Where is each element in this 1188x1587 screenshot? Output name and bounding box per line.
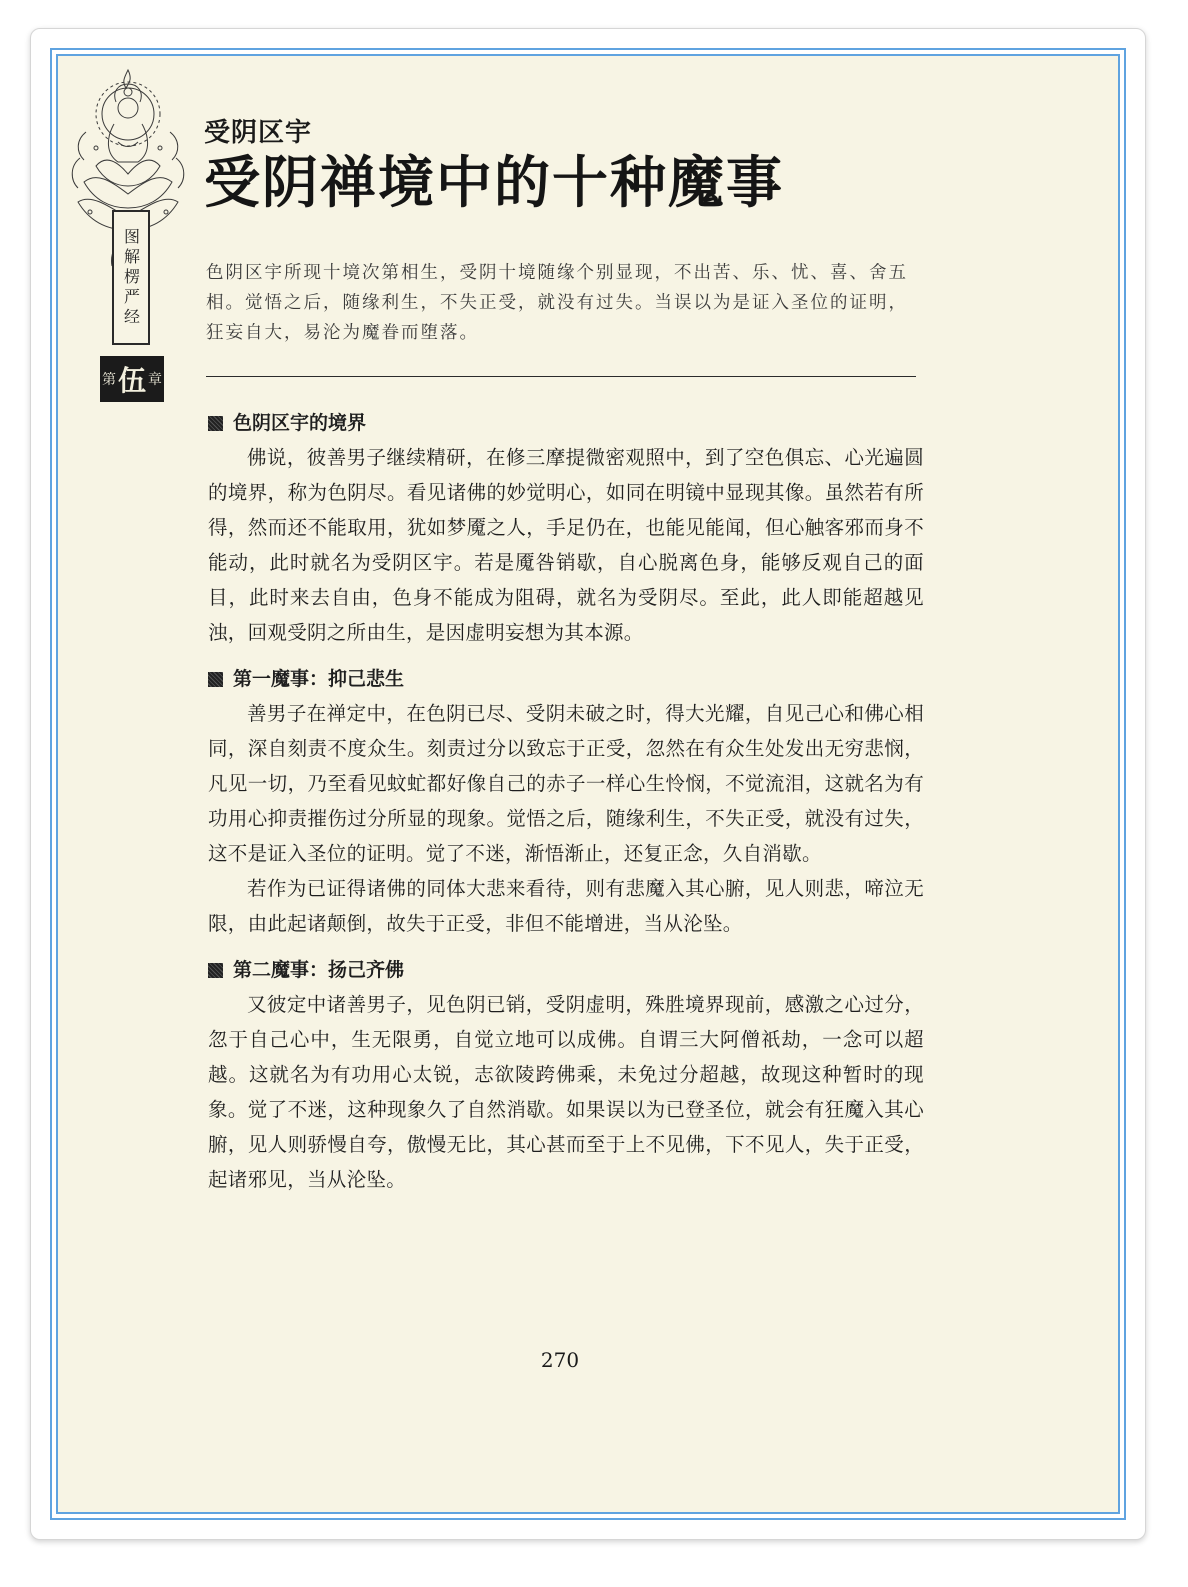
book-title-text: 图解楞严经 xyxy=(121,227,141,328)
paragraph: 又彼定中诸善男子，见色阴已销，受阴虚明，殊胜境界现前，感激之心过分，忽于自己心中，生无限勇，自觉立地可以成佛。自谓三大阿僧祇劫，一念可以超越。这就名为有功用心太锐，志欲陵跨佛乘，未免过分超越，故现这种暂时的现象。觉了不迷，这种现象久了自然消歇。如果误以为已登圣位，就会有狂魔入其心腑，见人则骄慢自夸，傲慢无比，其心甚而至于上不见佛，下不见人，失于正受，起诸邪见，当从沦坠。 xyxy=(208,993,924,1191)
section-subtitle: 受阴区宇 xyxy=(204,118,313,148)
chapter-number: 伍 xyxy=(117,364,146,397)
section-heading-text: 色阴区宇的境界 xyxy=(233,412,367,434)
square-bullet-icon xyxy=(208,672,223,687)
page-title: 受阴禅境中的十种魔事 xyxy=(204,150,784,216)
book-title-label xyxy=(112,210,150,345)
divider xyxy=(206,376,916,377)
section-heading-text: 第二魔事：扬己齐佛 xyxy=(233,959,405,981)
chapter-suffix: 章 xyxy=(148,372,162,388)
square-bullet-icon xyxy=(208,963,223,978)
paragraph: 若作为已证得诸佛的同体大悲来看待，则有悲魔入其心腑，见人则悲，啼泣无限，由此起诸颠倒，故失于正受，非但不能增进，当从沦坠。 xyxy=(208,877,924,935)
intro-summary: 色阴区宇所现十境次第相生，受阴十境随缘个别显现，不出苦、乐、忧、喜、舍五相。觉悟之后，随缘利生，不失正受，就没有过失。当误以为是证入圣位的证明，狂妄自大，易沦为魔眷而堕落。 xyxy=(206,263,908,343)
paragraph: 善男子在禅定中，在色阴已尽、受阴未破之时，得大光耀，自见己心和佛心相同，深自刻责不度众生。刻责过分以致忘于正受，忽然在有众生处发出无穷悲悯，凡见一切，乃至看见蚊虻都好像自己的赤子一样心生怜悯，不觉流泪，这就名为有功用心抑责摧伤过分所显的现象。觉悟之后，随缘利生，不失正受，就没有过失，这不是证入圣位的证明。觉了不迷，渐悟渐止，还复正念，久自消歇。 xyxy=(208,702,924,865)
chapter-prefix: 第 xyxy=(101,372,116,388)
article-body xyxy=(208,408,924,1197)
page-number: 270 xyxy=(540,1348,580,1372)
paragraph: 佛说，彼善男子继续精研，在修三摩提微密观照中，到了空色俱忘、心光遍圆的境界，称为色阴尽。看见诸佛的妙觉明心，如同在明镜中显现其像。虽然若有所得，然而还不能取用，犹如梦魇之人，手足仍在，也能见能闻，但心触客邪而身不能动，此时就名为受阴区宇。若是魇咎销歇，自心脱离色身，能够反观自己的面目，此时来去自由，色身不能成为阻碍，就名为受阴尽。至此，此人即能超越见浊，回观受阴之所由生，是因虚明妄想为其本源。 xyxy=(208,446,924,644)
section-heading xyxy=(208,955,924,985)
square-bullet-icon xyxy=(208,416,223,431)
section-heading xyxy=(208,664,924,694)
section-heading xyxy=(208,408,924,438)
section-heading-text: 第一魔事：抑己悲生 xyxy=(233,668,405,690)
chapter-badge xyxy=(100,356,164,402)
